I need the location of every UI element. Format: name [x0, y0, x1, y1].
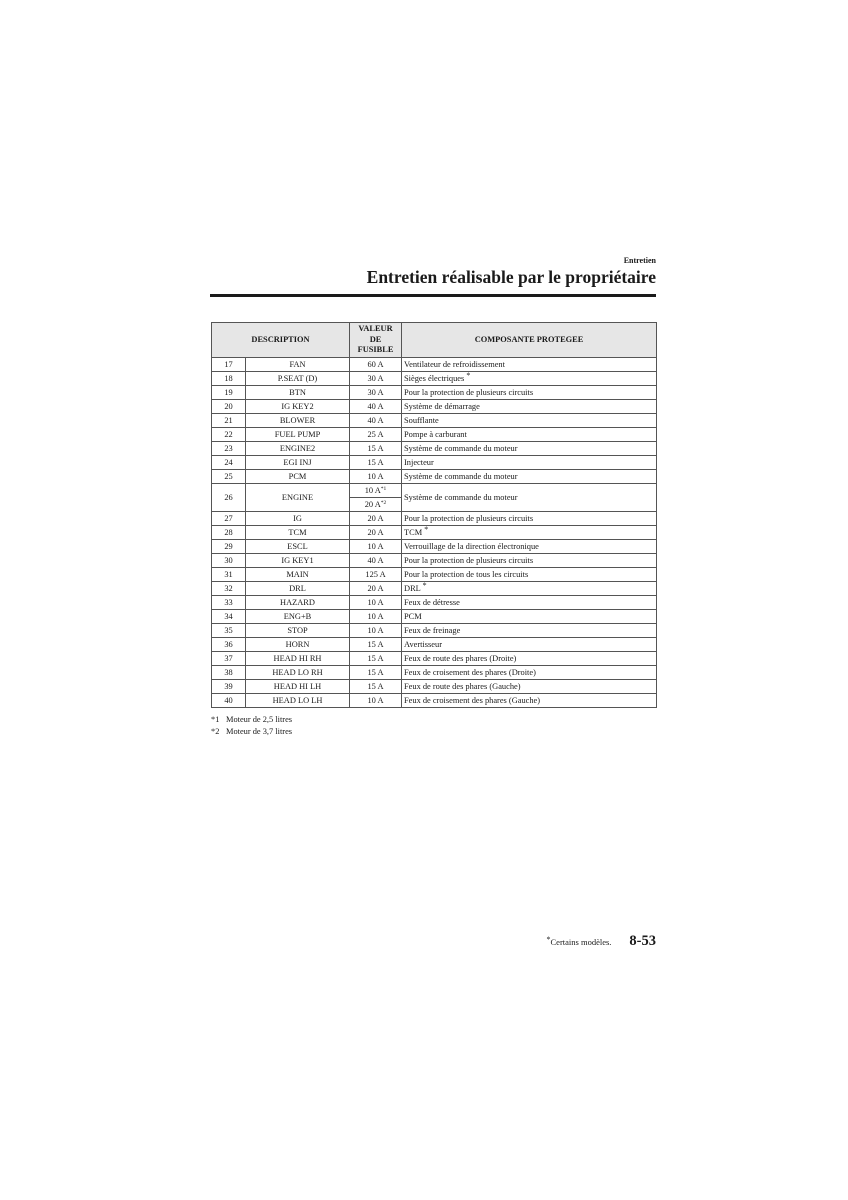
- protected-component: [402, 512, 657, 526]
- title-rule: [210, 294, 656, 297]
- protected-component: [402, 526, 657, 540]
- fuse-rating: 15 A: [350, 442, 402, 456]
- fuse-rating: 30 A: [350, 386, 402, 400]
- protected-component: [402, 652, 657, 666]
- protected-component: [402, 540, 657, 554]
- protected-component-text: Injecteur: [404, 458, 434, 467]
- fuse-number: 37: [212, 652, 246, 666]
- protected-component-text: Soufflante: [404, 416, 439, 425]
- fuse-rating: 10 A: [350, 624, 402, 638]
- fuse-rating-value: 20 A: [364, 500, 381, 509]
- protected-component-text: DRL: [404, 584, 421, 593]
- fuse-number: 39: [212, 680, 246, 694]
- footnote-key: *1: [211, 715, 220, 724]
- fuse-rating: 15 A: [350, 666, 402, 680]
- protected-component: [402, 358, 657, 372]
- protected-component-text: Avertisseur: [404, 640, 443, 649]
- fuse-rating: 20 A: [350, 526, 402, 540]
- fuse-description: DRL: [246, 582, 350, 596]
- star-mark: *: [422, 581, 427, 590]
- fuse-number: 31: [212, 568, 246, 582]
- footnote-item: [211, 714, 292, 726]
- table-row: [212, 694, 657, 708]
- protected-component-text: Feux de route des phares (Droite): [404, 654, 517, 663]
- protected-component: [402, 638, 657, 652]
- fuse-number: 23: [212, 442, 246, 456]
- fuse-description: BTN: [246, 386, 350, 400]
- fuse-description: HEAD LO RH: [246, 666, 350, 680]
- protected-component: [402, 372, 657, 386]
- fuse-number: 22: [212, 428, 246, 442]
- header-valeur-line2: DE: [369, 334, 382, 344]
- fuse-description: BLOWER: [246, 414, 350, 428]
- fuse-rating: 10 A: [350, 540, 402, 554]
- fuse-description: EGI INJ: [246, 456, 350, 470]
- page-number: 8-53: [629, 933, 656, 949]
- fuse-description: TCM: [246, 526, 350, 540]
- fuse-description: STOP: [246, 624, 350, 638]
- fuse-number: 40: [212, 694, 246, 708]
- section-label: Entretien: [623, 256, 656, 265]
- page-footer: [547, 932, 657, 950]
- protected-component-text: Feux de freinage: [404, 626, 461, 635]
- fuse-table: [211, 322, 657, 708]
- fuse-rating: 30 A: [350, 372, 402, 386]
- protected-component: [402, 680, 657, 694]
- fuse-number: 26: [212, 484, 246, 512]
- fuse-rating: 15 A: [350, 456, 402, 470]
- footnote-ref: *1: [380, 486, 387, 492]
- fuse-rating: 15 A: [350, 652, 402, 666]
- protected-component-text: Pour la protection de tous les circuits: [404, 570, 529, 579]
- fuse-rating-line: [350, 484, 401, 497]
- table-row: [212, 666, 657, 680]
- star-mark: *: [424, 525, 429, 534]
- table-row: [212, 512, 657, 526]
- fuse-number: 34: [212, 610, 246, 624]
- protected-component: [402, 442, 657, 456]
- fuse-number: 30: [212, 554, 246, 568]
- table-row: [212, 638, 657, 652]
- header-valeur-line1: VALEUR: [358, 324, 393, 334]
- protected-component: [402, 624, 657, 638]
- fuse-number: 36: [212, 638, 246, 652]
- protected-component-text: Feux de croisement des phares (Gauche): [404, 696, 541, 705]
- table-row: [212, 554, 657, 568]
- star-mark: *: [546, 935, 551, 944]
- protected-component: [402, 694, 657, 708]
- protected-component-text: Verrouillage de la direction électronique: [404, 542, 539, 551]
- footnote-text: Moteur de 2,5 litres: [226, 715, 293, 724]
- protected-component-text: Système de démarrage: [404, 402, 480, 411]
- fuse-number: 28: [212, 526, 246, 540]
- protected-component-text: Pour la protection de plusieurs circuits: [404, 556, 534, 565]
- footnotes: [211, 714, 292, 737]
- protected-component-text: Sièges électriques: [404, 374, 465, 383]
- fuse-description: FUEL PUMP: [246, 428, 350, 442]
- table-row: [212, 414, 657, 428]
- table-row: [212, 624, 657, 638]
- protected-component: [402, 582, 657, 596]
- fuse-rating: 60 A: [350, 358, 402, 372]
- protected-component: [402, 596, 657, 610]
- protected-component: [402, 554, 657, 568]
- fuse-description: ENGINE: [246, 484, 350, 512]
- fuse-description: HEAD HI LH: [246, 680, 350, 694]
- page-title: Entretien réalisable par le propriétaire: [366, 267, 656, 287]
- header-valeur-fusible: [350, 323, 402, 358]
- fuse-number: 24: [212, 456, 246, 470]
- fuse-rating: 10 A: [350, 694, 402, 708]
- protected-component-text: Feux de croisement des phares (Droite): [404, 668, 536, 677]
- fuse-number: 29: [212, 540, 246, 554]
- table-row: [212, 596, 657, 610]
- protected-component-text: Système de commande du moteur: [404, 472, 518, 481]
- table-row: [212, 484, 657, 512]
- fuse-description: IG KEY1: [246, 554, 350, 568]
- fuse-number: 38: [212, 666, 246, 680]
- table-row: [212, 400, 657, 414]
- fuse-number: 32: [212, 582, 246, 596]
- fuse-rating: 15 A: [350, 638, 402, 652]
- table-row: [212, 428, 657, 442]
- fuse-description: IG KEY2: [246, 400, 350, 414]
- header-composante: COMPOSANTE PROTEGEE: [402, 323, 657, 358]
- protected-component-text: Système de commande du moteur: [404, 493, 518, 502]
- fuse-rating: 25 A: [350, 428, 402, 442]
- fuse-description: HEAD LO LH: [246, 694, 350, 708]
- header-description: DESCRIPTION: [212, 323, 350, 358]
- footer-note: [547, 937, 612, 947]
- fuse-number: 33: [212, 596, 246, 610]
- fuse-rating: [350, 484, 402, 512]
- fuse-description: ESCL: [246, 540, 350, 554]
- fuse-number: 17: [212, 358, 246, 372]
- fuse-number: 27: [212, 512, 246, 526]
- table-row: [212, 610, 657, 624]
- fuse-number: 20: [212, 400, 246, 414]
- protected-component-text: Feux de détresse: [404, 598, 460, 607]
- protected-component: [402, 666, 657, 680]
- table-row: [212, 526, 657, 540]
- protected-component-text: Pour la protection de plusieurs circuits: [404, 514, 534, 523]
- fuse-description: PCM: [246, 470, 350, 484]
- fuse-rating: 40 A: [350, 400, 402, 414]
- fuse-number: 25: [212, 470, 246, 484]
- fuse-rating: 20 A: [350, 582, 402, 596]
- table-row: [212, 386, 657, 400]
- protected-component: [402, 414, 657, 428]
- protected-component: [402, 456, 657, 470]
- protected-component-text: Ventilateur de refroidissement: [404, 360, 505, 369]
- fuse-description: P.SEAT (D): [246, 372, 350, 386]
- fuse-number: 19: [212, 386, 246, 400]
- table-row: [212, 358, 657, 372]
- protected-component-text: Pour la protection de plusieurs circuits: [404, 388, 534, 397]
- fuse-rating-value: 10 A: [364, 486, 381, 495]
- footnote-key: *2: [211, 726, 220, 736]
- fuse-rating: 10 A: [350, 596, 402, 610]
- protected-component: [402, 400, 657, 414]
- protected-component: [402, 386, 657, 400]
- star-mark: *: [466, 371, 471, 380]
- protected-component: [402, 428, 657, 442]
- protected-component-text: TCM: [404, 528, 423, 537]
- fuse-rating: 40 A: [350, 414, 402, 428]
- fuse-description: ENGINE2: [246, 442, 350, 456]
- protected-component-text: Pompe à carburant: [404, 430, 467, 439]
- footnote-item: [211, 726, 292, 738]
- table-row: [212, 470, 657, 484]
- fuse-number: 18: [212, 372, 246, 386]
- fuse-description: MAIN: [246, 568, 350, 582]
- protected-component: [402, 470, 657, 484]
- table-row: [212, 442, 657, 456]
- protected-component: [402, 484, 657, 512]
- footer-note-text: Certains modèles.: [550, 937, 612, 947]
- protected-component-text: Feux de route des phares (Gauche): [404, 682, 521, 691]
- fuse-rating: 10 A: [350, 610, 402, 624]
- protected-component-text: PCM: [404, 612, 422, 621]
- fuse-rating: 40 A: [350, 554, 402, 568]
- fuse-description: HEAD HI RH: [246, 652, 350, 666]
- fuse-description: HORN: [246, 638, 350, 652]
- fuse-rating: 15 A: [350, 680, 402, 694]
- fuse-rating: 10 A: [350, 470, 402, 484]
- table-header-row: [212, 323, 657, 358]
- table-row: [212, 680, 657, 694]
- fuse-description: FAN: [246, 358, 350, 372]
- footnote-ref: *2: [380, 500, 387, 506]
- fuse-rating-line: [350, 497, 401, 511]
- table-row: [212, 372, 657, 386]
- table-row: [212, 540, 657, 554]
- fuse-number: 35: [212, 624, 246, 638]
- table-row: [212, 652, 657, 666]
- table-row: [212, 568, 657, 582]
- protected-component: [402, 610, 657, 624]
- fuse-description: ENG+B: [246, 610, 350, 624]
- protected-component: [402, 568, 657, 582]
- fuse-number: 21: [212, 414, 246, 428]
- fuse-rating: 125 A: [350, 568, 402, 582]
- fuse-rating: 20 A: [350, 512, 402, 526]
- footnote-text: Moteur de 3,7 litres: [226, 726, 293, 736]
- fuse-description: HAZARD: [246, 596, 350, 610]
- table-row: [212, 582, 657, 596]
- fuse-description: IG: [246, 512, 350, 526]
- fuse-table-body: [212, 358, 657, 708]
- table-row: [212, 456, 657, 470]
- header-valeur-line3: FUSIBLE: [357, 345, 394, 355]
- protected-component-text: Système de commande du moteur: [404, 444, 518, 453]
